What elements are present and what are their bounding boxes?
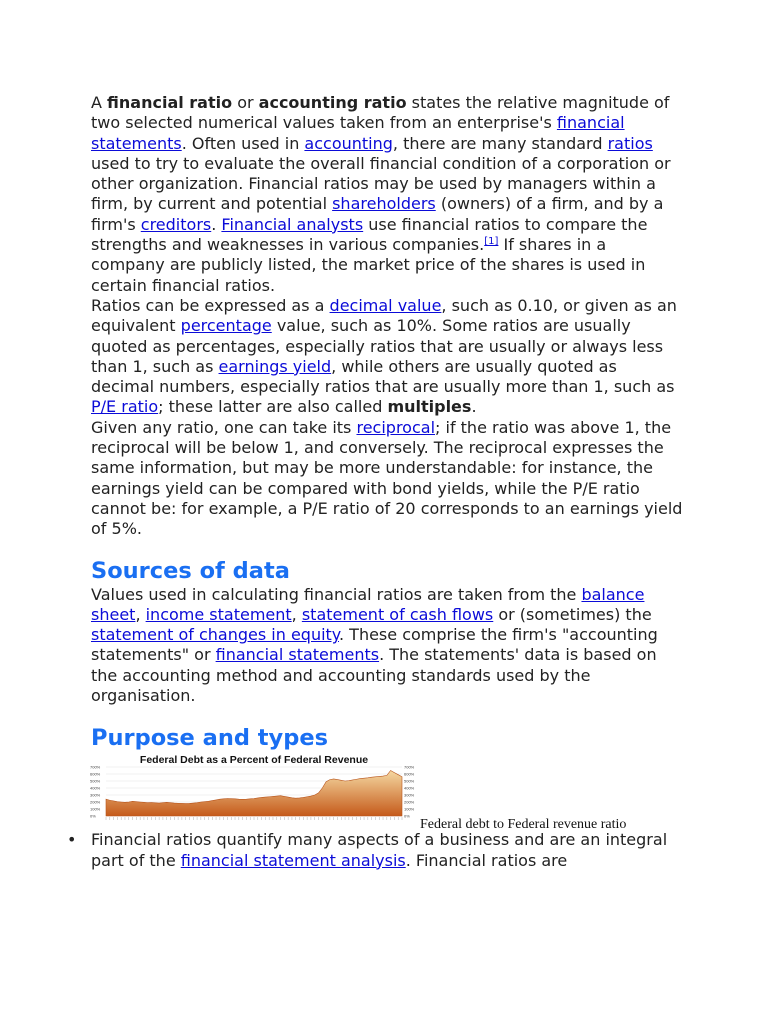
text: Financial ratios quantify many aspects of a business and are an integral part of the (91, 830, 668, 870)
y-tick-label: 500% (404, 778, 415, 784)
text: . Often used in (181, 133, 305, 153)
chart-area-series (106, 771, 402, 817)
text: . (471, 397, 477, 417)
link-reciprocal[interactable]: reciprocal (356, 417, 436, 437)
purpose-list (67, 830, 683, 871)
text: , there are many standard (392, 133, 608, 153)
text: Given any ratio, one can take its (91, 417, 357, 437)
text: ; if the ratio was above 1, the reciprocal will be below 1, and conversely. The reciprocal expresses the same information, but may be more understandable: for instance, the earnings yield can be compared with bond yields, while the P/E ratio cannot be: for example, a P/E ratio of 20 corresponds to an earnings yield of 5%. (91, 417, 683, 539)
term-accounting-ratio: accounting ratio (258, 93, 407, 112)
y-tick-label: 100% (404, 806, 415, 812)
paragraph-ratio-expression (91, 296, 683, 418)
text: A (91, 93, 108, 112)
text: Values used in calculating financial ratios are taken from the (91, 584, 582, 604)
heading-purpose-and-types: Purpose and types (91, 725, 328, 752)
paragraph-reciprocal (91, 418, 683, 540)
link-pe-ratio[interactable]: P/E ratio (91, 397, 159, 417)
y-tick-label: 700% (90, 764, 101, 770)
text: used to try to evaluate the overall financial condition of a corporation or other organization. Financial ratios may be used by managers within a firm, by current and potential (91, 153, 671, 214)
y-tick-label: 500% (90, 778, 101, 784)
bullet-icon: • (67, 830, 77, 850)
link-financial-statement-analysis[interactable]: financial statement analysis (180, 850, 406, 870)
link-statement-of-cash-flows[interactable]: statement of cash flows (301, 604, 494, 624)
link-financial-statements[interactable]: financial statements (91, 113, 625, 153)
y-tick-label: 200% (404, 799, 415, 805)
article-body (67, 93, 683, 871)
text: , (135, 604, 146, 624)
link-financial-statements-2[interactable]: financial statements (215, 645, 380, 665)
y-tick-label: 100% (90, 806, 101, 812)
reference-link-1[interactable]: [1] (484, 236, 499, 248)
link-decimal-value[interactable]: decimal value (329, 295, 442, 315)
figure-caption: Federal debt to Federal revenue ratio (420, 817, 627, 833)
paragraph-sources (91, 585, 683, 707)
text: , while others are usually quoted as decimal numbers, especially ratios that are usually more than 1, such as (91, 356, 675, 397)
link-income-statement[interactable]: income statement (145, 604, 292, 624)
link-balance-sheet[interactable]: balance sheet (91, 584, 645, 624)
link-percentage[interactable]: percentage (180, 316, 272, 336)
text: (owners) of a firm, and by a firm's (91, 194, 664, 234)
y-tick-label: 300% (90, 792, 101, 798)
text: . (211, 214, 222, 234)
link-statement-of-changes-in-equity[interactable]: statement of changes in equity (91, 625, 339, 645)
text: Ratios can be expressed as a (91, 295, 330, 315)
y-tick-label: 600% (404, 771, 415, 777)
text: If shares in a company are publicly listed, the market price of the shares is used in certain financial ratios. (91, 235, 646, 295)
text: or (sometimes) the (493, 604, 652, 624)
intro-paragraph (91, 93, 683, 296)
text: ; these latter are also called (158, 397, 388, 417)
text: . These comprise the firm's "accounting statements" or (91, 625, 658, 665)
text: , such as 0.10, or given as an equivalent (91, 295, 677, 336)
link-ratios[interactable]: ratios (607, 133, 653, 153)
link-accounting[interactable]: accounting (304, 133, 393, 153)
term-financial-ratio: financial ratio (107, 93, 233, 112)
y-tick-label: 400% (90, 785, 101, 791)
heading-sources-of-data: Sources of data (91, 557, 290, 584)
text: use financial ratios to compare the strengths and weaknesses in various companies. (91, 214, 648, 255)
link-earnings-yield[interactable]: earnings yield (218, 356, 332, 376)
y-tick-label: 600% (90, 771, 101, 777)
link-creditors[interactable]: creditors (140, 214, 212, 234)
chart-title: Federal Debt as a Percent of Federal Revenue (139, 754, 369, 767)
y-tick-label: 300% (404, 792, 415, 798)
figure (90, 754, 683, 833)
text: . Financial ratios are (405, 850, 568, 870)
link-financial-analysts[interactable]: Financial analysts (221, 214, 364, 234)
text: or (232, 93, 259, 112)
federal-debt-chart[interactable] (89, 754, 419, 824)
y-tick-label: 0% (404, 813, 410, 819)
text: value, such as 10%. Some ratios are usually quoted as percentages, especially ratios that are usually or always less than 1, such as (91, 316, 664, 376)
list-item (67, 830, 683, 871)
term-multiples: multiples (387, 397, 472, 417)
y-tick-label: 200% (90, 799, 101, 805)
text: states the relative magnitude of two selected numerical values taken from an enterprise's (91, 93, 670, 133)
text: , (291, 604, 302, 624)
text: . The statements' data is based on the accounting method and accounting standards used by the organisation. (91, 645, 657, 706)
y-tick-label: 700% (404, 764, 415, 770)
y-tick-label: 0% (90, 813, 96, 819)
link-shareholders[interactable]: shareholders (332, 194, 436, 214)
y-tick-label: 400% (404, 785, 415, 791)
